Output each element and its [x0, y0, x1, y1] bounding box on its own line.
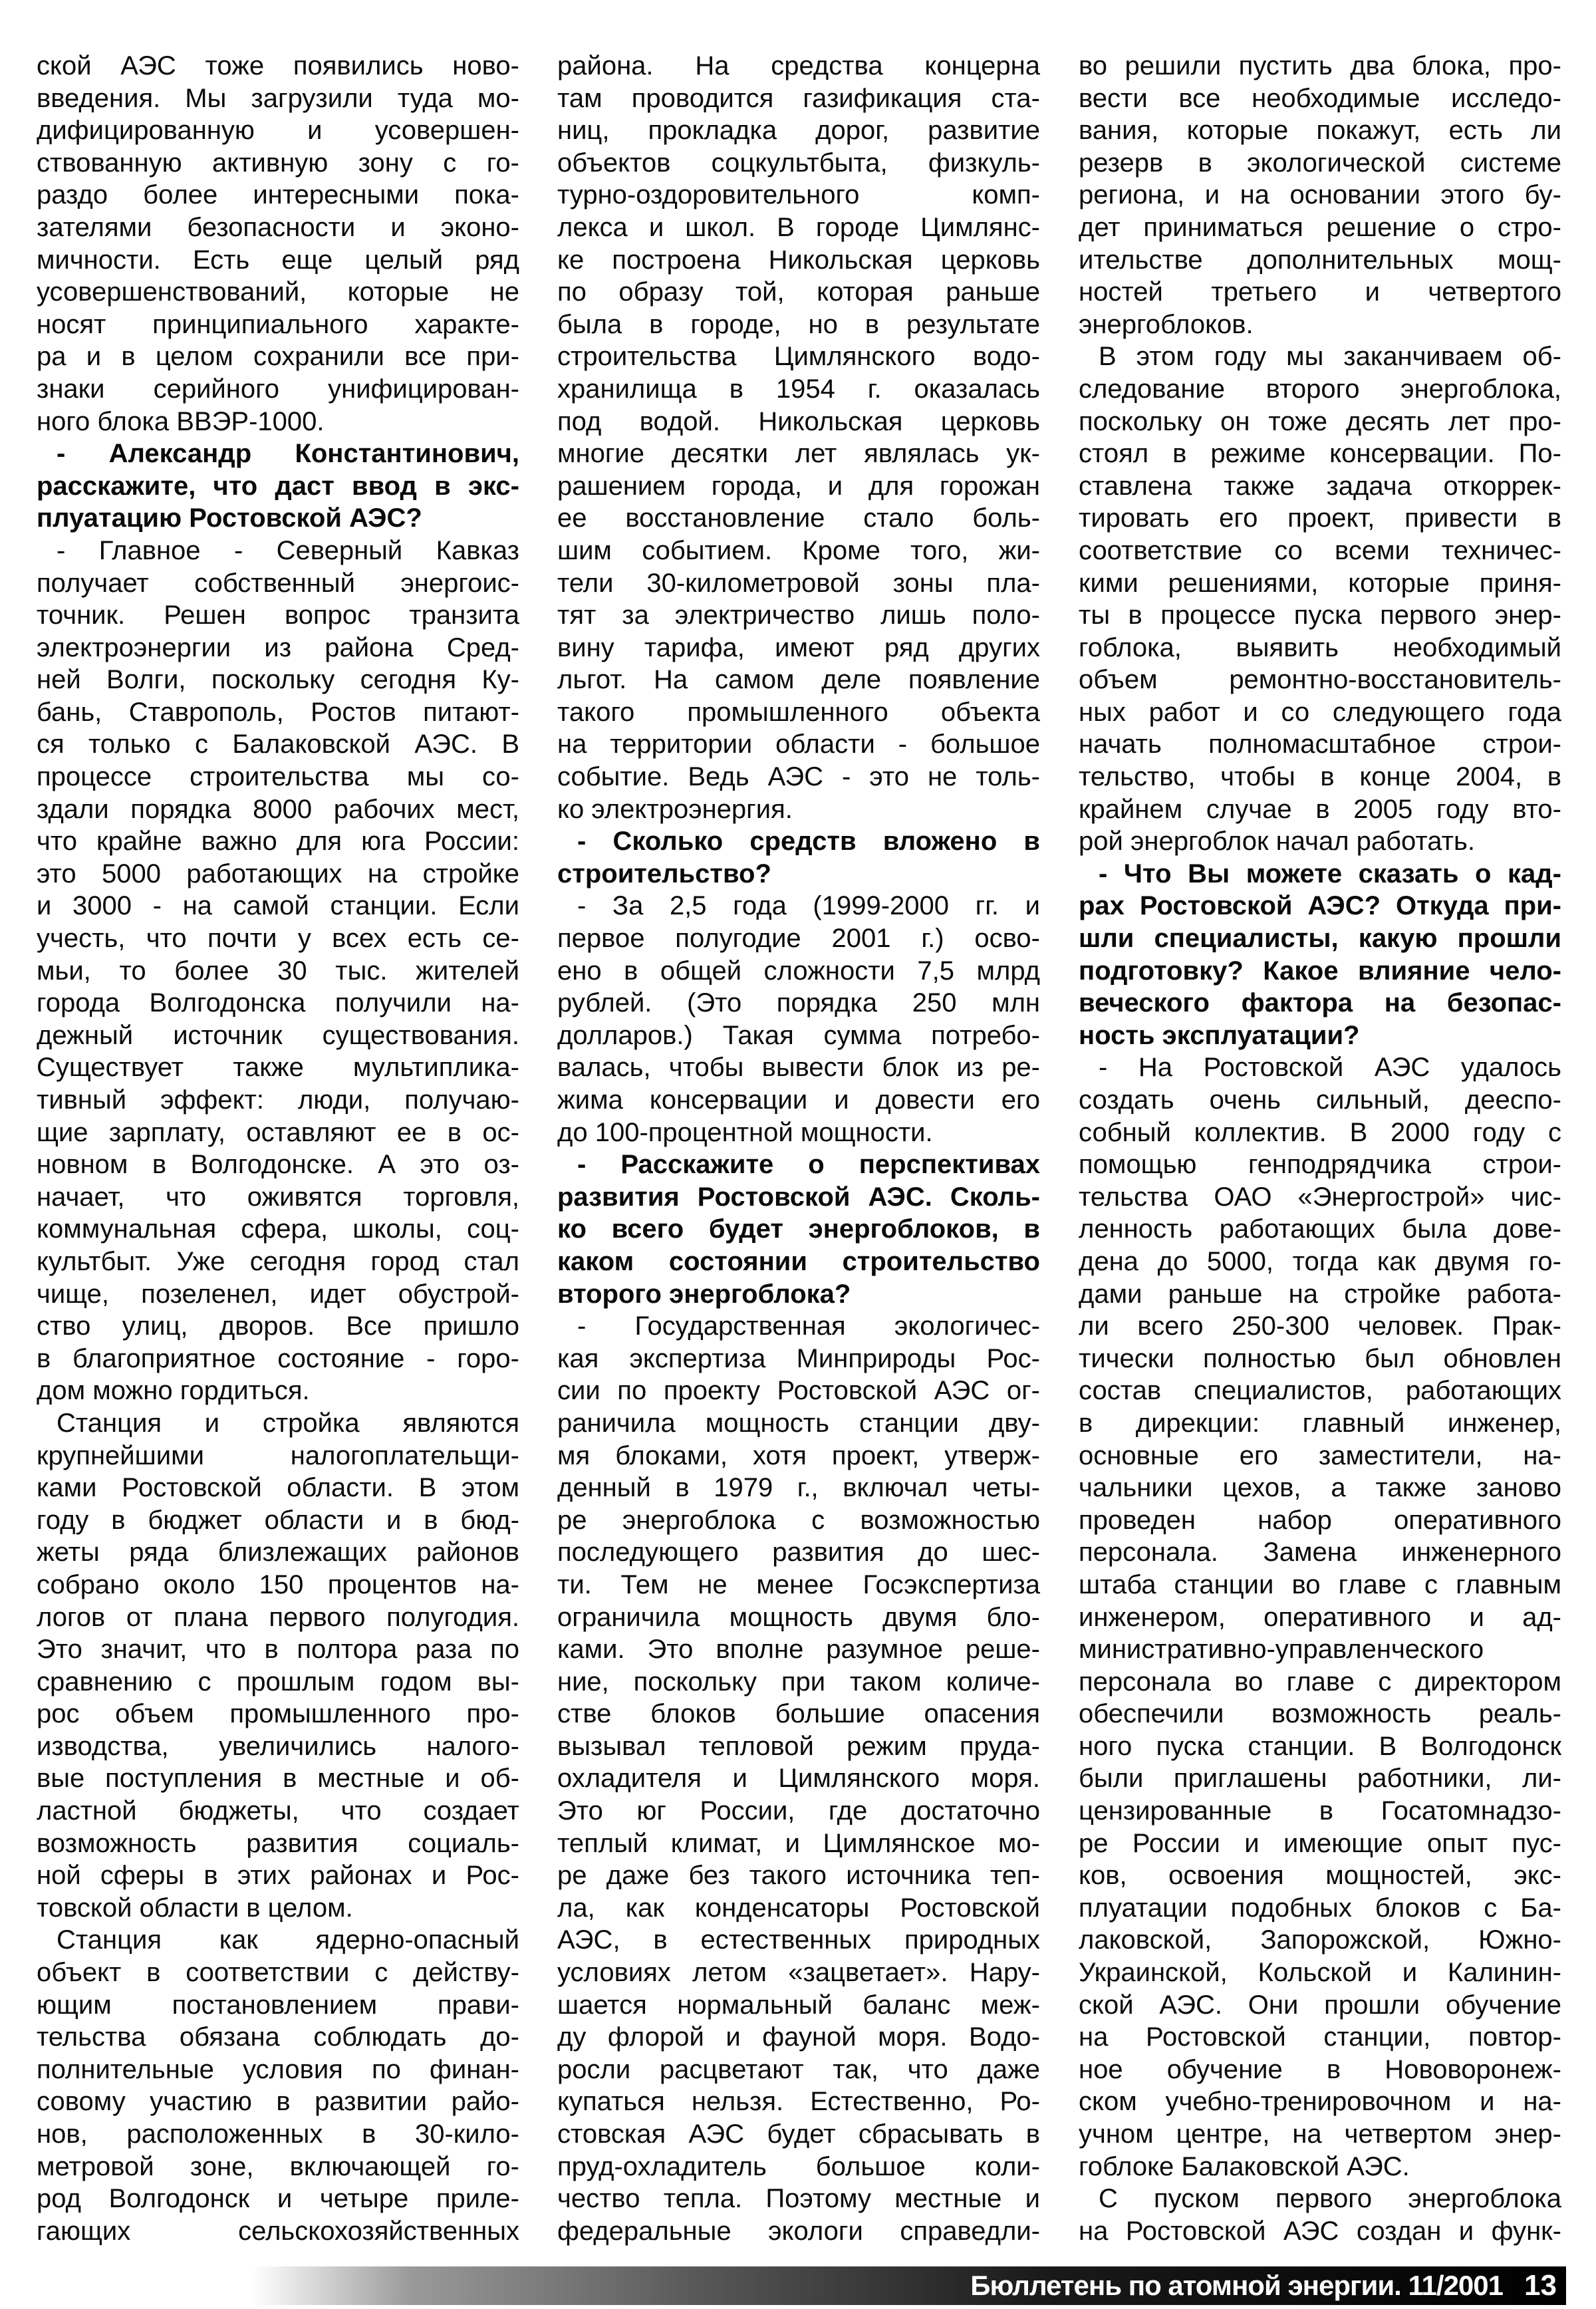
text-line: возможность развития социаль- — [37, 1828, 519, 1858]
text-line: ного блока ВВЭР-1000. — [37, 406, 325, 436]
text-line: в дирекции: главный инженер, — [1079, 1408, 1561, 1438]
text-line: ков, освоения мощностей, экс- — [1079, 1861, 1561, 1891]
text-line: собный коллектив. В 2000 году с — [1079, 1117, 1561, 1147]
text-line: хранилища в 1954 г. оказалась — [557, 374, 1040, 404]
text-line: ском учебно-тренировочном и на- — [1079, 2087, 1561, 2117]
interview-question-line: рах Ростовской АЭС? Откуда при- — [1079, 891, 1561, 921]
text-line: шим событием. Кроме того, жи- — [557, 535, 1040, 565]
text-line: района. На средства концерна — [557, 51, 1040, 80]
text-line: энергоблоков. — [1079, 309, 1254, 339]
text-line: стве блоков большие опасения — [557, 1699, 1040, 1729]
text-line: товской области в целом. — [37, 1893, 353, 1923]
text-line: здали порядка 8000 рабочих мест, — [37, 794, 519, 824]
text-line: дена до 5000, тогда как двумя го- — [1079, 1246, 1561, 1276]
text-line: турно-оздоровительного комп- — [557, 180, 1040, 210]
text-line: на Ростовской АЭС создан и функ- — [1079, 2216, 1561, 2246]
text-line: первое полугодие 2001 г.) осво- — [557, 924, 1040, 954]
text-line: мя блоками, хотя проект, утверж- — [557, 1440, 1040, 1470]
text-line: вести все необходимые исследо- — [1079, 83, 1561, 113]
text-line: ской АЭС тоже появились ново- — [37, 51, 519, 80]
text-line: В этом году мы заканчиваем об- — [1099, 342, 1561, 372]
interview-question-line: каком состоянии строительство — [557, 1246, 1040, 1276]
text-line: тели 30-километровой зоны пла- — [557, 568, 1040, 598]
text-line: ты в процессе пуска первого энер- — [1079, 601, 1561, 630]
text-line: мьи, то более 30 тыс. жителей — [37, 956, 519, 986]
text-line: Это значит, что в полтора раза по — [37, 1635, 519, 1665]
text-line: росли расцветают так, что даже — [557, 2054, 1040, 2084]
text-line: следование второго энергоблока, — [1079, 374, 1561, 404]
text-line: ками Ростовской области. В этом — [37, 1473, 519, 1503]
text-line: чальники цехов, а также заново — [1079, 1473, 1561, 1503]
text-line: поскольку он тоже десять лет про- — [1079, 406, 1561, 436]
text-line: тически полностью был обновлен — [1079, 1343, 1561, 1373]
text-line: это 5000 работающих на стройке — [37, 859, 519, 888]
text-line: ительстве дополнительных мощ- — [1079, 245, 1561, 275]
text-line: цензированные в Госатомнадзо- — [1079, 1796, 1561, 1826]
text-line: ко электроэнергия. — [557, 794, 793, 824]
text-line: создать очень сильный, дееспо- — [1079, 1085, 1561, 1115]
text-line: учном центре, на четвертом энер- — [1079, 2119, 1561, 2149]
text-line: тельства обязана соблюдать до- — [37, 2022, 519, 2052]
text-line: региона, и на основании этого бу- — [1079, 180, 1561, 210]
text-line: тельства ОАО «Энергострой» чис- — [1079, 1182, 1561, 1212]
text-line: метровой зоне, включающей го- — [37, 2151, 519, 2181]
text-line: коммунальная сфера, школы, соц- — [37, 1214, 519, 1244]
interview-question-line: плуатацию Ростовской АЭС? — [37, 503, 422, 533]
text-line: ее восстановление стало боль- — [557, 503, 1040, 533]
interview-question-line: ко всего будет энергоблоков, в — [557, 1214, 1040, 1244]
text-line: крупнейшими налогоплательщи- — [37, 1440, 519, 1470]
text-line: событие. Ведь АЭС - это не толь- — [557, 762, 1040, 792]
text-line: собрано около 150 процентов на- — [37, 1569, 519, 1599]
text-line: зателями безопасности и эконо- — [37, 212, 519, 242]
text-line: году в бюджет области и в бюд- — [37, 1505, 519, 1535]
text-line: объектов соцкультбыта, физкуль- — [557, 148, 1040, 178]
text-line: рублей. (Это порядка 250 млн — [557, 988, 1040, 1018]
text-line: чество тепла. Поэтому местные и — [557, 2184, 1040, 2214]
text-line: состав специалистов, работающих — [1079, 1376, 1561, 1406]
text-line: логов от плана первого полугодия. — [37, 1602, 519, 1632]
text-line: обеспечили возможность реаль- — [1079, 1699, 1561, 1729]
text-line: тировать его проект, привести в — [1079, 503, 1561, 533]
text-line: вину тарифа, имеют ряд других — [557, 632, 1040, 662]
text-line: льгот. На самом деле появление — [557, 665, 1040, 695]
text-line: дифицированную и усовершен- — [37, 116, 519, 146]
text-line: объект в соответствии с действу- — [37, 1958, 519, 1988]
text-line: ленность работающих была дове- — [1079, 1214, 1561, 1244]
text-line: что крайне важно для юга России: — [37, 827, 519, 857]
text-line: жима консервации и довести его — [557, 1085, 1040, 1115]
text-line: ставлена также задача откоррек- — [1079, 471, 1561, 501]
text-line: род Волгодонск и четыре приле- — [37, 2184, 519, 2214]
interview-question-line: веческого фактора на безопас- — [1079, 988, 1561, 1018]
text-line: и 3000 - на самой станции. Если — [37, 891, 519, 921]
text-line: Станция как ядерно-опасный — [57, 1925, 519, 1955]
text-line: инженером, оперативного и ад- — [1079, 1602, 1561, 1632]
text-line: на Ростовской станции, повтор- — [1079, 2022, 1561, 2052]
text-line: электроэнергии из района Сред- — [37, 632, 519, 662]
text-line: ных работ и со следующего года — [1079, 697, 1561, 727]
text-line: сравнению с прошлым годом вы- — [37, 1667, 519, 1697]
text-line: полнительные условия по финан- — [37, 2054, 519, 2084]
text-line: ено в общей сложности 7,5 млрд — [557, 956, 1040, 986]
text-line: знаки серийного унифицирован- — [37, 374, 519, 404]
text-line: многие десятки лет являлась ук- — [557, 439, 1040, 469]
text-line: ли всего 250-300 человек. Прак- — [1079, 1311, 1561, 1341]
text-line: бань, Ставрополь, Ростов питают- — [37, 697, 519, 727]
text-line: ками. Это вполне разумное реше- — [557, 1635, 1040, 1665]
text-line: вызывал тепловой режим пруда- — [557, 1731, 1040, 1761]
text-line: были приглашены работники, ли- — [1079, 1764, 1561, 1794]
text-line: гоблоке Балаковской АЭС. — [1079, 2151, 1410, 2181]
text-line: кими решениями, которые приня- — [1079, 568, 1561, 598]
text-line: валась, чтобы вывести блок из ре- — [557, 1053, 1040, 1083]
text-line: вые поступления в местные и об- — [37, 1764, 519, 1794]
text-line: получает собственный энергоис- — [37, 568, 519, 598]
text-line: введения. Мы загрузили туда мо- — [37, 83, 519, 113]
text-line: Станция и стройка являются — [57, 1408, 519, 1438]
text-line: рашением города, и для горожан — [557, 471, 1040, 501]
interview-question-line: - Сколько средств вложено в — [577, 827, 1040, 857]
text-line: - Главное - Северный Кавказ — [57, 535, 519, 565]
text-column-2 — [557, 50, 1040, 2247]
text-line: шается нормальный баланс меж- — [557, 1990, 1040, 2020]
text-line: изводства, увеличились налого- — [37, 1731, 519, 1761]
interview-question-line: ность эксплуатации? — [1079, 1020, 1360, 1050]
text-line: раничила мощность станции дву- — [557, 1408, 1040, 1438]
text-line: ской АЭС. Они прошли обучение — [1079, 1990, 1561, 2020]
interview-question-line: развития Ростовской АЭС. Сколь- — [557, 1182, 1040, 1212]
text-line: вания, которые покажут, есть ли — [1079, 116, 1561, 146]
text-line: объем ремонтно-восстановитель- — [1079, 665, 1561, 695]
text-line: ре даже без такого источника теп- — [557, 1861, 1040, 1891]
text-line: ре энергоблока с возможностью — [557, 1505, 1040, 1535]
text-line: ней Волги, поскольку сегодня Ку- — [37, 665, 519, 695]
text-line: Украинской, Кольской и Калинин- — [1079, 1958, 1561, 1988]
text-line: дежный источник существования. — [37, 1020, 519, 1050]
publication-title: Бюллетень по атомной энергии. 11/2001 — [970, 2270, 1503, 2301]
text-line: пруд-охладитель большое коли- — [557, 2151, 1040, 2181]
text-line: ду флорой и фауной моря. Водо- — [557, 2022, 1040, 2052]
text-line: ти. Тем не менее Госэкспертиза — [557, 1569, 1040, 1599]
interview-question-line: шли специалисты, какую прошли — [1079, 924, 1561, 954]
text-line: стовская АЭС будет сбрасывать в — [557, 2119, 1040, 2149]
text-line: такого промышленного объекта — [557, 697, 1040, 727]
text-line: усовершенствований, которые не — [37, 277, 519, 307]
text-line: во решили пустить два блока, про- — [1079, 51, 1561, 80]
text-line: последующего развития до шес- — [557, 1538, 1040, 1567]
text-line: там проводится газификация ста- — [557, 83, 1040, 113]
text-line: мичности. Есть еще целый ряд — [37, 245, 519, 275]
text-line: в благоприятное состояние - горо- — [37, 1343, 519, 1373]
text-line: была в городе, но в результате — [557, 309, 1040, 339]
text-line: дами раньше на стройке работа- — [1079, 1279, 1561, 1309]
text-line: рос объем промышленного про- — [37, 1699, 519, 1729]
text-line: тивный эффект: люди, получаю- — [37, 1085, 519, 1115]
text-line: охладителя и Цимлянского моря. — [557, 1764, 1040, 1794]
text-line: персонала во главе с директором — [1079, 1667, 1561, 1697]
text-line: сии по проекту Ростовской АЭС ог- — [557, 1376, 1040, 1406]
text-line: Это юг России, где достаточно — [557, 1796, 1040, 1826]
interview-question-line: расскажите, что даст ввод в экс- — [37, 471, 519, 501]
text-column-3 — [1079, 50, 1561, 2247]
text-line: щие зарплату, оставляют ее в ос- — [37, 1117, 519, 1147]
text-line: персонала. Замена инженерного — [1079, 1538, 1561, 1567]
interview-question-line: - Расскажите о перспективах — [577, 1150, 1040, 1180]
text-line: ке построена Никольская церковь — [557, 245, 1040, 275]
text-column-1 — [37, 50, 519, 2247]
text-line: ра и в целом сохранили все при- — [37, 342, 519, 372]
text-line: ся только с Балаковской АЭС. В — [37, 730, 519, 759]
text-line: купаться нельзя. Естественно, Ро- — [557, 2087, 1040, 2117]
text-line: нов, расположенных в 30-кило- — [37, 2119, 519, 2149]
text-line: носят принципиального характе- — [37, 309, 519, 339]
text-line: ниц, прокладка дорог, развитие — [557, 116, 1040, 146]
text-line: дет приниматься решение о стро- — [1079, 212, 1561, 242]
interview-question-line: - Что Вы можете сказать о кад- — [1099, 859, 1561, 888]
text-line: дом можно гордиться. — [37, 1376, 310, 1406]
text-line: учесть, что почти у всех есть се- — [37, 924, 519, 954]
text-line: начать полномасштабное строи- — [1079, 730, 1561, 759]
text-line: федеральные экологи справедли- — [557, 2216, 1040, 2246]
text-line: крайнем случае в 2005 году вто- — [1079, 794, 1561, 824]
text-line: начает, что оживятся торговля, — [37, 1182, 519, 1212]
text-line: жеты ряда близлежащих районов — [37, 1538, 519, 1567]
text-line: гоблока, выявить необходимый — [1079, 632, 1561, 662]
text-line: на территории области - большое — [557, 730, 1040, 759]
text-line: по образу той, которая раньше — [557, 277, 1040, 307]
text-line: лаковской, Запорожской, Южно- — [1079, 1925, 1561, 1955]
interview-question-line: подготовку? Какое влияние чело- — [1079, 956, 1561, 986]
interview-question-line: строительство? — [557, 859, 771, 888]
text-line: основные его заместители, на- — [1079, 1440, 1561, 1470]
text-line: тельство, чтобы в конце 2004, в — [1079, 762, 1561, 792]
text-line: помощью генподрядчика строи- — [1079, 1150, 1561, 1180]
text-line: ной сферы в этих районах и Рос- — [37, 1861, 519, 1891]
text-line: процессе строительства мы со- — [37, 762, 519, 792]
text-line: совому участию в развитии райо- — [37, 2087, 519, 2117]
text-line: долларов.) Такая сумма потребо- — [557, 1020, 1040, 1050]
text-line: резерв в экологической системе — [1079, 148, 1561, 178]
text-line: ние, поскольку при таком количе- — [557, 1667, 1040, 1697]
text-line: культбыт. Уже сегодня город стал — [37, 1246, 519, 1276]
text-line: - За 2,5 года (1999-2000 гг. и — [577, 891, 1040, 921]
text-line: Существует также мультиплика- — [37, 1053, 519, 1083]
text-line: - Государственная экологичес- — [577, 1311, 1040, 1341]
text-line: города Волгодонска получили на- — [37, 988, 519, 1018]
text-line: условиях летом «зацветает». Нару- — [557, 1958, 1040, 1988]
text-line: министративно-управленческого — [1079, 1635, 1484, 1665]
text-line: гающих сельскохозяйственных — [37, 2216, 519, 2246]
text-line: теплый климат, и Цимлянское мо- — [557, 1828, 1040, 1858]
text-line: строительства Цимлянского водо- — [557, 342, 1040, 372]
interview-question-line: - Александр Константинович, — [57, 439, 519, 469]
text-line: штаба станции во главе с главным — [1079, 1569, 1561, 1599]
text-line: кая экспертиза Минприроды Рос- — [557, 1343, 1040, 1373]
text-line: чище, позеленел, идет обустрой- — [37, 1279, 519, 1309]
text-line: ластной бюджеты, что создает — [37, 1796, 519, 1826]
text-line: С пуском первого энергоблока — [1099, 2184, 1561, 2214]
page-footer — [253, 2266, 1566, 2305]
text-line: новном в Волгодонске. А это оз- — [37, 1150, 519, 1180]
interview-question-line: второго энергоблока? — [557, 1279, 851, 1309]
text-line: стоял в режиме консервации. По- — [1079, 439, 1561, 469]
text-line: ностей третьего и четвертого — [1079, 277, 1561, 307]
text-line: денный в 1979 г., включал четы- — [557, 1473, 1040, 1503]
text-line: до 100-процентной мощности. — [557, 1117, 933, 1147]
text-line: ющим постановлением прави- — [37, 1990, 519, 2020]
text-line: ного пуска станции. В Волгодонск — [1079, 1731, 1561, 1761]
text-line: ное обучение в Нововоронеж- — [1079, 2054, 1561, 2084]
text-line: ла, как конденсаторы Ростовской — [557, 1893, 1040, 1923]
text-line: под водой. Никольская церковь — [557, 406, 1040, 436]
text-line: ограничила мощность двумя бло- — [557, 1602, 1040, 1632]
text-line: плуатации подобных блоков с Ба- — [1079, 1893, 1561, 1923]
text-line: проведен набор оперативного — [1079, 1505, 1561, 1535]
text-line: раздо более интересными пока- — [37, 180, 519, 210]
text-line: АЭС, в естественных природных — [557, 1925, 1040, 1955]
text-line: точник. Решен вопрос транзита — [37, 601, 519, 630]
text-line: рой энергоблок начал работать. — [1079, 827, 1475, 857]
text-line: ре России и имеющие опыт пус- — [1079, 1828, 1561, 1858]
page-number: 13 — [1524, 2269, 1557, 2302]
text-line: ствованную активную зону с го- — [37, 148, 519, 178]
text-line: - На Ростовской АЭС удалось — [1099, 1053, 1561, 1083]
text-line: тят за электричество лишь поло- — [557, 601, 1040, 630]
text-line: лекса и школ. В городе Цимлянс- — [557, 212, 1040, 242]
text-line: ство улиц, дворов. Все пришло — [37, 1311, 519, 1341]
text-line: соответствие со всеми техничес- — [1079, 535, 1561, 565]
